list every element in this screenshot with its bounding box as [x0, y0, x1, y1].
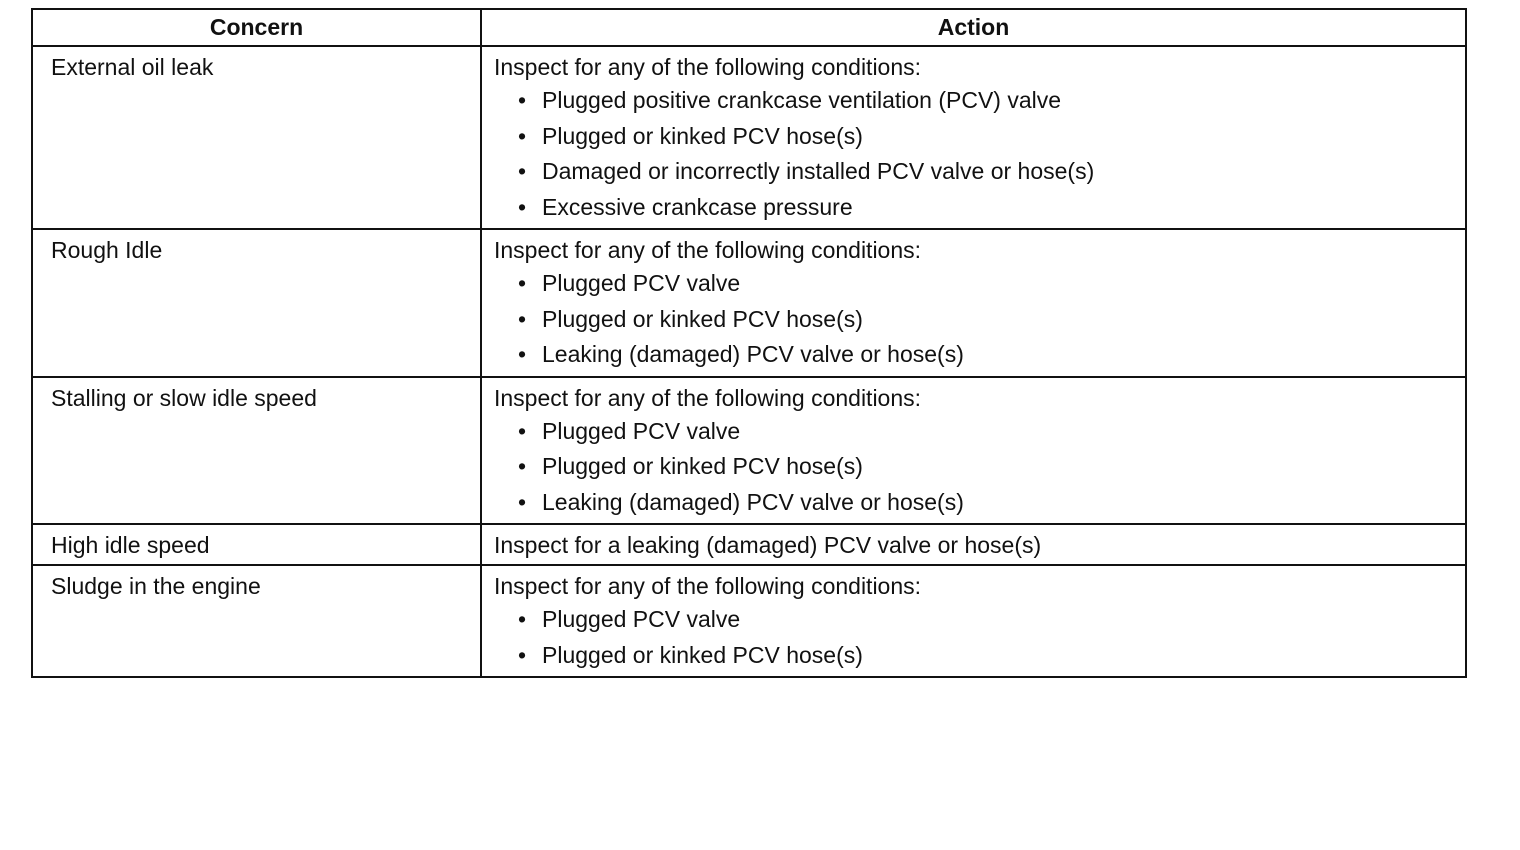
bullet-icon: • [518, 488, 527, 515]
bullet-icon: • [518, 453, 527, 479]
action-intro: Inspect for any of the following conditions: [494, 384, 922, 411]
condition-item [494, 414, 1457, 450]
condition-text: Plugged or kinked PCV hose(s) [542, 305, 863, 332]
bullet-icon: • [518, 341, 527, 367]
table-row [32, 377, 1466, 525]
action-cell [481, 377, 1466, 525]
action-intro: Inspect for any of the following conditions: [494, 237, 922, 263]
table-row [32, 46, 1466, 229]
condition-list [494, 266, 1457, 373]
condition-text: Plugged PCV valve [542, 417, 741, 444]
header-concern: Concern [32, 9, 481, 46]
condition-item [494, 302, 1457, 338]
condition-item [494, 119, 1457, 155]
bullet-icon: • [518, 87, 527, 113]
condition-item [494, 602, 1457, 638]
condition-list [494, 83, 1457, 225]
condition-text: Plugged PCV valve [542, 270, 741, 296]
table-row [32, 229, 1466, 377]
condition-item [494, 449, 1457, 485]
bullet-icon: • [518, 193, 527, 220]
condition-text: Plugged positive crankcase ventilation (PCV) valve [542, 87, 1062, 113]
action-cell [481, 565, 1466, 677]
bullet-icon: • [518, 606, 527, 632]
bullet-icon: • [518, 158, 527, 184]
table-row [32, 524, 1466, 565]
action-intro: Inspect for any of the following conditions: [494, 573, 922, 599]
action-cell [481, 229, 1466, 377]
action-intro: Inspect for a leaking (damaged) PCV valve or hose(s) [494, 532, 1042, 558]
condition-item [494, 190, 1457, 226]
condition-text: Plugged or kinked PCV hose(s) [542, 641, 863, 668]
condition-item [494, 266, 1457, 302]
condition-item [494, 485, 1457, 521]
condition-list [494, 414, 1457, 521]
bullet-icon: • [518, 641, 527, 668]
concern-cell: Rough Idle [32, 229, 481, 377]
concern-cell: High idle speed [32, 524, 481, 565]
condition-text: Plugged PCV valve [542, 606, 741, 632]
condition-item [494, 638, 1457, 674]
bullet-icon: • [518, 122, 527, 149]
action-cell [481, 46, 1466, 229]
bullet-icon: • [518, 270, 527, 296]
condition-item [494, 154, 1457, 190]
condition-text: Excessive crankcase pressure [542, 193, 853, 220]
bullet-icon: • [518, 305, 527, 332]
condition-item [494, 83, 1457, 119]
header-action: Action [481, 9, 1466, 46]
action-cell [481, 524, 1466, 565]
concern-cell: Stalling or slow idle speed [32, 377, 481, 525]
diagnostic-table [31, 8, 1467, 678]
condition-item [494, 337, 1457, 373]
action-intro: Inspect for any of the following conditions: [494, 54, 922, 80]
condition-list [494, 602, 1457, 673]
table-row [32, 565, 1466, 677]
condition-text: Plugged or kinked PCV hose(s) [542, 122, 863, 149]
bullet-icon: • [518, 417, 527, 444]
concern-cell: Sludge in the engine [32, 565, 481, 677]
table-body [32, 46, 1466, 677]
condition-text: Leaking (damaged) PCV valve or hose(s) [542, 488, 964, 515]
concern-cell: External oil leak [32, 46, 481, 229]
header-row [32, 9, 1466, 46]
condition-text: Damaged or incorrectly installed PCV valve or hose(s) [542, 158, 1095, 184]
condition-text: Leaking (damaged) PCV valve or hose(s) [542, 341, 964, 367]
condition-text: Plugged or kinked PCV hose(s) [542, 453, 863, 479]
